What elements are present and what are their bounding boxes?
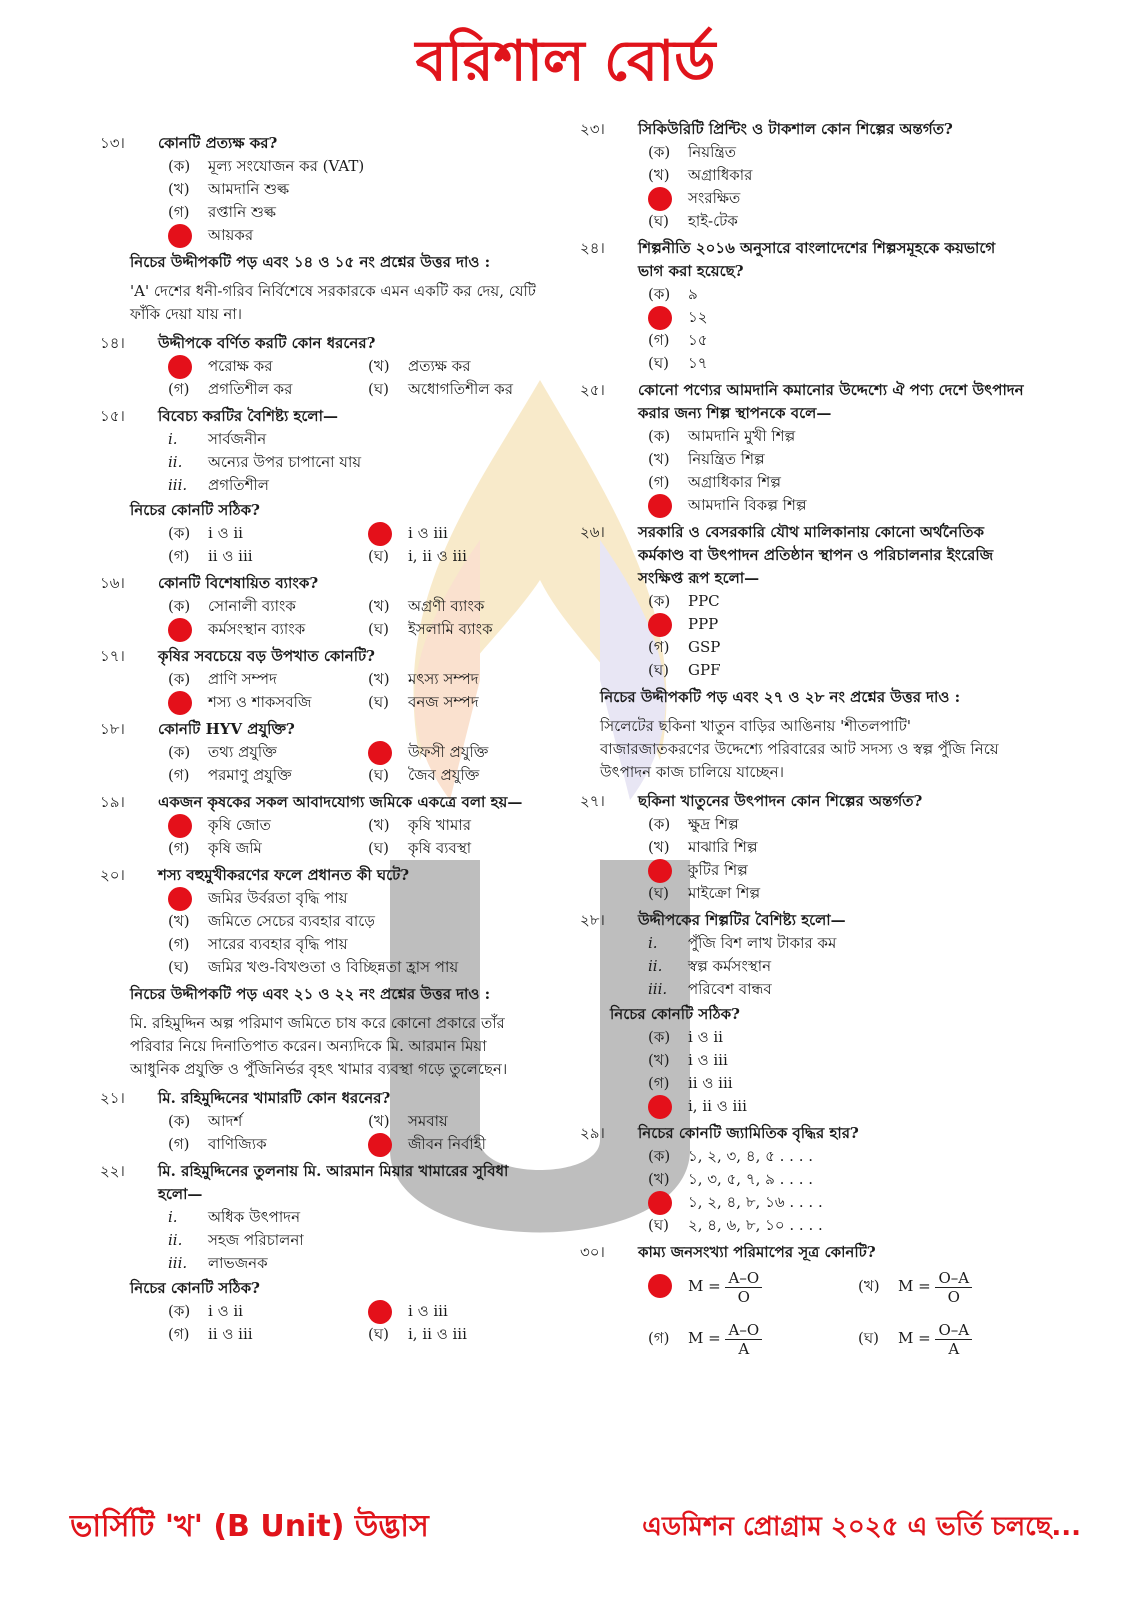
answer-mark-icon	[168, 814, 192, 838]
option-kha[interactable]: (খ) অগ্রণী ব্যাংক	[368, 597, 485, 615]
option-ka[interactable]: (ক) আদর্শ	[168, 1112, 243, 1130]
option-gha[interactable]: (ঘ) জমির খণ্ড-বিখণ্ডতা ও বিচ্ছিন্নতা হ্রাস পায়	[168, 958, 459, 976]
option-kha[interactable]: (খ) M = $\frac{O-A}{O}$	[858, 1264, 1058, 1308]
question-22: ২২। মি. রহিমুদ্দিনের তুলনায় মি. আরমান মিয়ার খামারের সুবিধা হলো— i. অধিক উৎপাদন ii. সহজ পরিচালনা iii. লাভজনক নিচের কোনটি সঠিক? (ক) i ও ii i ও iii (গ) ii ও iii (ঘ) i, ii ও iii	[100, 1160, 540, 1346]
option-ga[interactable]: (গ) ii ও iii	[648, 1074, 733, 1092]
option-kha[interactable]: (খ) প্রত্যক্ষ কর	[368, 357, 471, 375]
stem-text: মি. রহিমুদ্দিন অল্প পরিমাণ জমিতে চাষ করে কোনো প্রকারে তাঁর পরিবার নিয়ে দিনাতিপাত করেন। অন্যদিকে মি. আরমান মিয়া আধুনিক প্রযুক্তি ও পুঁজিনির্ভর বৃহৎ খামার ব্যবস্থা গড়ে তুলেছেন।	[130, 1014, 508, 1078]
left-column	[100, 132, 540, 1350]
question-24: ২৪। শিল্পনীতি ২০১৬ অনুসারে বাংলাদেশের শিল্পসমূহকে কয়ভাগে ভাগ করা হয়েছে? (ক) ৯ ১২ (গ) ১৫ (ঘ) ১৭	[580, 237, 1025, 375]
option-gha[interactable]: (ঘ) i, ii ও iii	[368, 547, 467, 565]
option-ga[interactable]: (গ) অগ্রাধিকার শিল্প	[648, 473, 782, 491]
option-gha-answer[interactable]: আমদানি বিকল্প শিল্প	[648, 494, 1025, 517]
option-kha[interactable]: (খ) সমবায়	[368, 1112, 448, 1130]
option-gha-answer[interactable]: আয়কর	[168, 224, 540, 247]
answer-mark-icon	[368, 522, 392, 546]
option-ka[interactable]: (ক) i ও ii	[648, 1028, 723, 1046]
option-ga[interactable]: (গ) প্রগতিশীল কর	[168, 380, 293, 398]
answer-mark-icon	[168, 355, 192, 379]
option-ga-answer[interactable]: শস্য ও শাকসবজি	[168, 691, 368, 714]
option-ga[interactable]: (গ) ১৫	[648, 331, 708, 349]
answer-mark-icon	[648, 187, 672, 211]
question-27: ২৭। ছকিনা খাতুনের উৎপাদন কোন শিল্পের অন্তর্গত? (ক) ক্ষুদ্র শিল্প (খ) মাঝারি শিল্প কুটির শিল্প (ঘ) মাইক্রো শিল্প	[580, 790, 1025, 905]
option-kha-answer[interactable]: i ও iii	[368, 1300, 568, 1323]
option-gha[interactable]: (ঘ) বনজ সম্পদ	[368, 693, 479, 711]
question-15: ১৫। বিবেচ্য করটির বৈশিষ্ট্য হলো— i. সার্বজনীন ii. অন্যের উপর চাপানো যায় iii. প্রগতিশীল নিচের কোনটি সঠিক? (ক) i ও ii i ও iii (গ) ii ও iii (ঘ) i, ii ও iii	[100, 405, 540, 568]
option-kha[interactable]: (খ) আমদানি শুল্ক	[168, 180, 290, 198]
answer-mark-icon	[648, 1095, 672, 1119]
option-gha[interactable]: (ঘ) i, ii ও iii	[368, 1325, 467, 1343]
answer-mark-icon	[368, 741, 392, 765]
option-gha[interactable]: (ঘ) ১৭	[648, 354, 708, 372]
option-ga[interactable]: (গ) GSP	[648, 638, 721, 656]
option-gha[interactable]: (ঘ) ২, ৪, ৬, ৮, ১০ . . . .	[648, 1216, 823, 1234]
question-30: ৩০। কাম্য জনসংখ্যা পরিমাপের সূত্র কোনটি? M = $\frac{A-O}{O}$ (খ) M = $\frac{O-A}{O}$ (গ) M = $\frac{A-O}{A}$ (ঘ) M = $\frac{O-A}{A}$	[580, 1241, 1025, 1360]
answer-mark-icon	[168, 224, 192, 248]
question-23: ২৩। সিকিউরিটি প্রিন্টিং ও টাকশাল কোন শিল্পের অন্তর্গত? (ক) নিয়ন্ত্রিত (খ) অগ্রাধিকার সংরক্ষিত (ঘ) হাই-টেক	[580, 118, 1025, 233]
option-kha[interactable]: (খ) কৃষি খামার	[368, 816, 471, 834]
option-ga[interactable]: (গ) বাণিজ্যিক	[168, 1135, 267, 1153]
option-gha[interactable]: (ঘ) হাই-টেক	[648, 212, 738, 230]
option-kha[interactable]: (খ) মাঝারি শিল্প	[648, 838, 758, 856]
option-ga-answer[interactable]: ১, ২, ৪, ৮, ১৬ . . . .	[648, 1191, 1025, 1214]
stem-instruction: নিচের উদ্দীপকটি পড় এবং ১৪ ও ১৫ নং প্রশ্নের উত্তর দাও :	[130, 253, 491, 271]
option-kha-answer[interactable]: ১২	[648, 306, 1025, 329]
footer-admission-note: এডমিশন প্রোগ্রাম ২০২৫ এ ভর্তি চলছে...	[642, 1512, 1081, 1542]
option-ka[interactable]: (ক) প্রাণি সম্পদ	[168, 670, 277, 688]
answer-mark-icon	[648, 859, 672, 883]
question-19: ১৯। একজন কৃষকের সকল আবাদযোগ্য জমিকে একত্রে বলা হয়— কৃষি জোত (খ) কৃষি খামার (গ) কৃষি জমি (ঘ) কৃষি ব্যবস্থা	[100, 791, 540, 860]
answer-mark-icon	[368, 1133, 392, 1157]
option-ga[interactable]: (গ) সারের ব্যবহার বৃদ্ধি পায়	[168, 935, 348, 953]
answer-mark-icon	[168, 618, 192, 642]
option-ga[interactable]: (গ) ii ও iii	[168, 1325, 253, 1343]
question-14: ১৪। উদ্দীপকে বর্ণিত করটি কোন ধরনের? পরোক্ষ কর (খ) প্রত্যক্ষ কর (গ) প্রগতিশীল কর (ঘ) অধোগতিশীল কর	[100, 332, 540, 401]
option-gha-answer[interactable]: জীবন নির্বাহী	[368, 1133, 568, 1156]
option-ga[interactable]: (গ) রপ্তানি শুল্ক	[168, 203, 276, 221]
option-kha-answer[interactable]: PPP	[648, 613, 1025, 636]
answer-mark-icon	[168, 691, 192, 715]
option-gha[interactable]: (ঘ) কৃষি ব্যবস্থা	[368, 839, 472, 857]
option-ka[interactable]: (ক) সোনালী ব্যাংক	[168, 597, 296, 615]
option-ka-answer[interactable]: জমির উর্বরতা বৃদ্ধি পায়	[168, 887, 540, 910]
option-ka[interactable]: (ক) নিয়ন্ত্রিত	[648, 143, 737, 161]
question-18: ১৮। কোনটি HYV প্রযুক্তি? (ক) তথ্য প্রযুক্তি উফসী প্রযুক্তি (গ) পরমাণু প্রযুক্তি (ঘ) জৈব প্রযুক্তি	[100, 718, 540, 787]
option-kha-answer[interactable]: i ও iii	[368, 522, 568, 545]
option-ga[interactable]: (গ) কৃষি জমি	[168, 839, 262, 857]
option-ka-answer[interactable]: M = $\frac{A-O}{O}$	[648, 1264, 858, 1308]
question-29: ২৯। নিচের কোনটি জ্যামিতিক বৃদ্ধির হার? (ক) ১, ২, ৩, ৪, ৫ . . . . (খ) ১, ৩, ৫, ৭, ৯ . . . . ১, ২, ৪, ৮, ১৬ . . . . (ঘ) ২, ৪, ৬, ৮, ১০ . . . .	[580, 1122, 1025, 1237]
answer-mark-icon	[368, 1300, 392, 1324]
page-title: বরিশাল বোর্ড	[415, 29, 716, 94]
answer-mark-icon	[648, 613, 672, 637]
option-kha[interactable]: (খ) অগ্রাধিকার	[648, 166, 753, 184]
option-kha[interactable]: (খ) ১, ৩, ৫, ৭, ৯ . . . .	[648, 1170, 813, 1188]
option-ka[interactable]: (ক) ৯	[648, 285, 698, 303]
option-gha[interactable]: (ঘ) ইসলামি ব্যাংক	[368, 620, 493, 638]
question-16: ১৬। কোনটি বিশেষায়িত ব্যাংক? (ক) সোনালী ব্যাংক (খ) অগ্রণী ব্যাংক কর্মসংস্থান ব্যাংক (ঘ) ইসলামি ব্যাংক	[100, 572, 540, 641]
option-ga-answer[interactable]: কর্মসংস্থান ব্যাংক	[168, 618, 368, 641]
question-17: ১৭। কৃষির সবচেয়ে বড় উপখাত কোনটি? (ক) প্রাণি সম্পদ (খ) মৎস্য সম্পদ শস্য ও শাকসবজি (ঘ) বনজ সম্পদ	[100, 645, 540, 714]
question-26: ২৬। সরকারি ও বেসরকারি যৌথ মালিকানায় কোনো অর্থনৈতিক কর্মকাণ্ড বা উৎপাদন প্রতিষ্ঠান স্থাপন ও পরিচালনার ইংরেজি সংক্ষিপ্ত রূপ হলো— (ক) PPC PPP (গ) GSP (ঘ) GPF	[580, 521, 1025, 682]
answer-mark-icon	[648, 306, 672, 330]
option-ka[interactable]: (ক) মূল্য সংযোজন কর (VAT)	[168, 157, 365, 175]
option-ga[interactable]: (গ) M = $\frac{A-O}{A}$	[648, 1316, 858, 1360]
stem-instruction: নিচের উদ্দীপকটি পড় এবং ২১ ও ২২ নং প্রশ্নের উত্তর দাও :	[130, 985, 491, 1003]
answer-mark-icon	[648, 1191, 672, 1215]
question-number: ১৩।	[100, 134, 125, 152]
option-gha[interactable]: (ঘ) GPF	[648, 661, 721, 679]
footer-brand: ভার্সিটি 'খ' (B Unit) উদ্ভাস	[70, 1509, 429, 1544]
question-25: ২৫। কোনো পণ্যের আমদানি কমানোর উদ্দেশ্যে ঐ পণ্য দেশে উৎপাদন করার জন্য শিল্প স্থাপনকে বলে— (ক) আমদানি মুখী শিল্প (খ) নিয়ন্ত্রিত শিল্প (গ) অগ্রাধিকার শিল্প আমদানি বিকল্প শিল্প	[580, 379, 1025, 517]
question-text: কোনটি প্রত্যক্ষ কর?	[158, 134, 278, 152]
option-kha[interactable]: (খ) i ও iii	[648, 1051, 728, 1069]
option-ga[interactable]: (গ) ii ও iii	[168, 547, 253, 565]
option-gha-answer[interactable]: i, ii ও iii	[648, 1095, 1025, 1118]
option-kha[interactable]: (খ) জমিতে সেচের ব্যবহার বাড়ে	[168, 912, 375, 930]
option-ka[interactable]: (ক) আমদানি মুখী শিল্প	[648, 427, 796, 445]
answer-mark-icon	[648, 494, 672, 518]
stem-text: 'A' দেশের ধনী-গরিব নির্বিশেষে সরকারকে এমন একটি কর দেয়, যেটি ফাঁকি দেয়া যায় না।	[130, 282, 536, 323]
option-kha[interactable]: (খ) নিয়ন্ত্রিত শিল্প	[648, 450, 765, 468]
question-28: ২৮। উদ্দীপকের শিল্পটির বৈশিষ্ট্য হলো— i. পুঁজি বিশ লাখ টাকার কম ii. স্বল্প কর্মসংস্থান iii. পরিবেশ বান্ধব নিচের কোনটি সঠিক? (ক) i ও ii (খ) i ও iii (গ) ii ও iii i, ii ও iii	[580, 909, 1025, 1118]
option-gha[interactable]: (ঘ) জৈব প্রযুক্তি	[368, 766, 480, 784]
question-21: ২১। মি. রহিমুদ্দিনের খামারটি কোন ধরনের? (ক) আদর্শ (খ) সমবায় (গ) বাণিজ্যিক জীবন নির্বাহী	[100, 1087, 540, 1156]
question-20: ২০। শস্য বহুমুখীকরণের ফলে প্রধানত কী ঘটে? জমির উর্বরতা বৃদ্ধি পায় (খ) জমিতে সেচের ব্যবহার বাড়ে (গ) সারের ব্যবহার বৃদ্ধি পায় (ঘ) জমির খণ্ড-বিখণ্ডতা ও বিচ্ছিন্নতা হ্রাস পায়	[100, 864, 540, 979]
stem-text: সিলেটের ছকিনা খাতুন বাড়ির আঙিনায় 'শীতলপাটি' বাজারজাতকরণের উদ্দেশ্যে পরিবারের আট সদস্য ও স্বল্প পুঁজি নিয়ে উৎপাদন কাজ চালিয়ে যাচ্ছেন।	[600, 717, 999, 781]
stem-instruction: নিচের উদ্দীপকটি পড় এবং ২৭ ও ২৮ নং প্রশ্নের উত্তর দাও :	[600, 688, 961, 706]
option-ka-answer[interactable]: পরোক্ষ কর	[168, 355, 368, 378]
option-gha[interactable]: (ঘ) মাইক্রো শিল্প	[648, 884, 761, 902]
option-ka[interactable]: (ক) i ও ii	[168, 524, 243, 542]
question-13	[100, 132, 540, 247]
option-ga-answer[interactable]: কুটির শিল্প	[648, 859, 1025, 882]
right-column	[580, 118, 1025, 1364]
option-kha-answer[interactable]: উফসী প্রযুক্তি	[368, 741, 568, 764]
option-gha[interactable]: (ঘ) M = $\frac{O-A}{A}$	[858, 1316, 1058, 1360]
option-ka[interactable]: (ক) i ও ii	[168, 1302, 243, 1320]
answer-mark-icon	[168, 887, 192, 911]
option-kha[interactable]: (খ) মৎস্য সম্পদ	[368, 670, 479, 688]
option-ga-answer[interactable]: সংরক্ষিত	[648, 187, 1025, 210]
option-ka[interactable]: (ক) ১, ২, ৩, ৪, ৫ . . . .	[648, 1147, 813, 1165]
answer-mark-icon	[648, 1274, 672, 1298]
option-ka[interactable]: (ক) PPC	[648, 592, 720, 610]
option-ka[interactable]: (ক) তথ্য প্রযুক্তি	[168, 743, 277, 761]
option-ka-answer[interactable]: কৃষি জোত	[168, 814, 368, 837]
option-ka[interactable]: (ক) ক্ষুদ্র শিল্প	[648, 815, 739, 833]
option-ga[interactable]: (গ) পরমাণু প্রযুক্তি	[168, 766, 292, 784]
option-gha[interactable]: (ঘ) অধোগতিশীল কর	[368, 380, 514, 398]
